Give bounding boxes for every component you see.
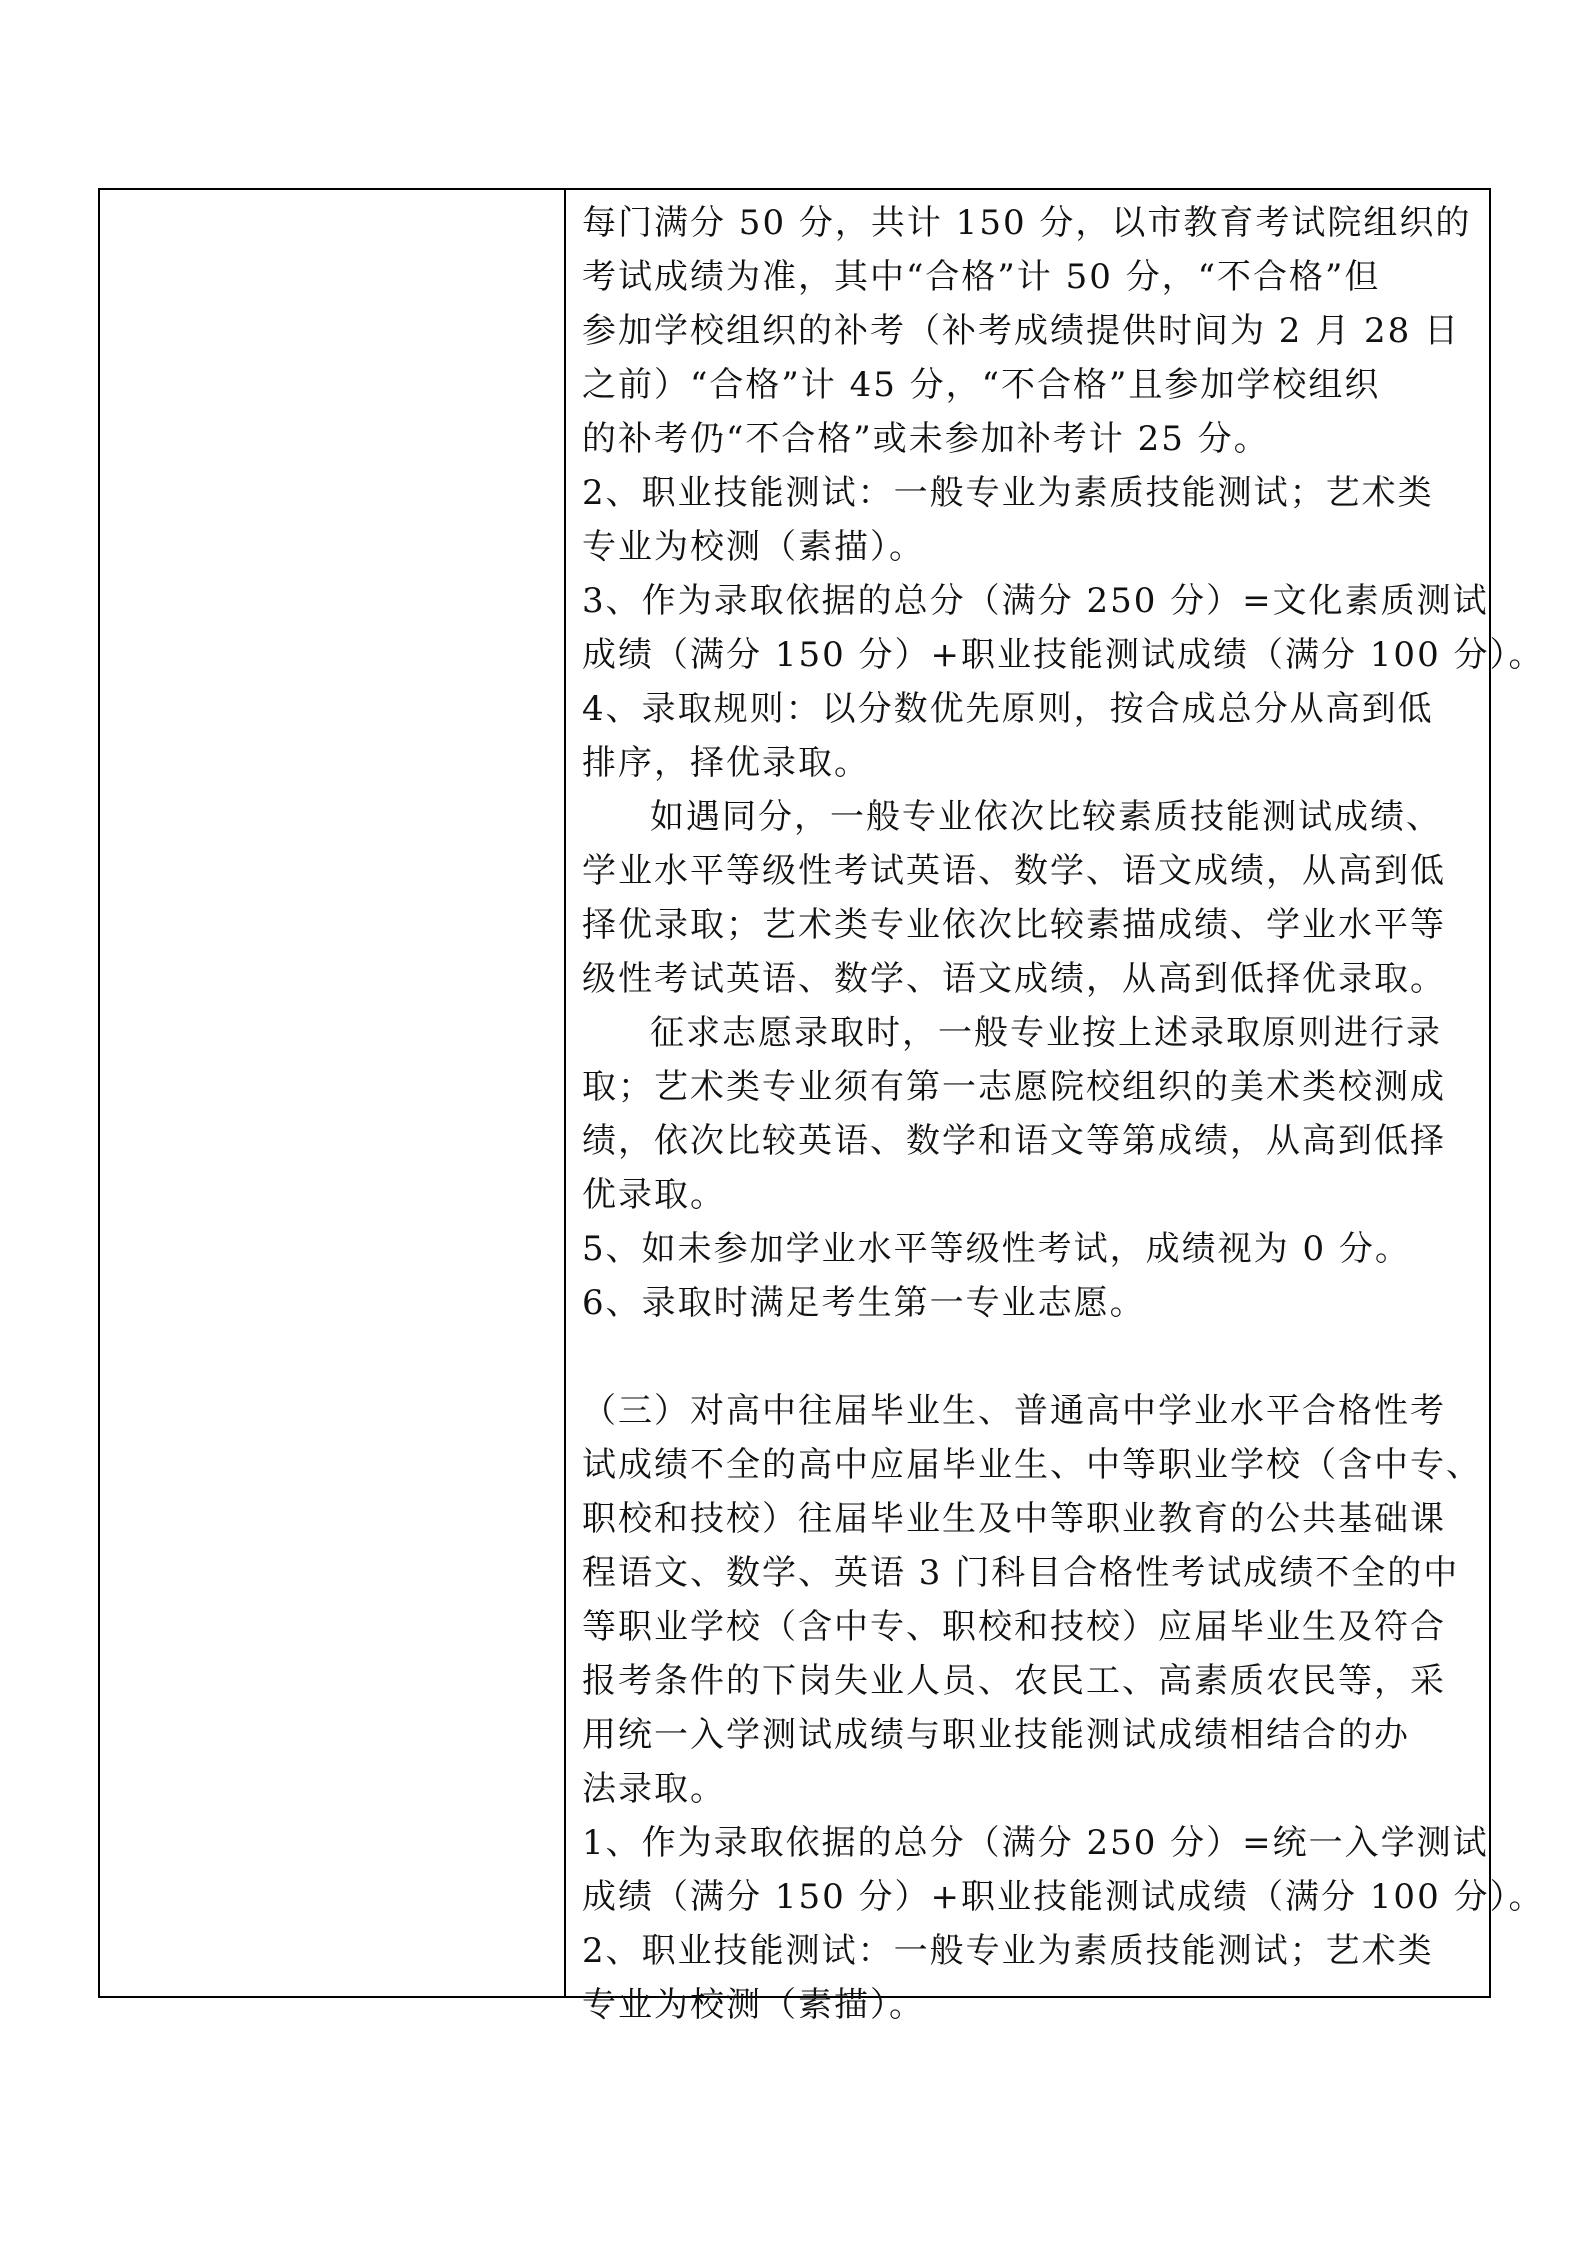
text-line: 6、录取时满足考生第一专业志愿。 [582, 1283, 1146, 1323]
text-line: 如遇同分，一般专业依次比较素质技能测试成绩、 [650, 797, 1442, 837]
text-line: 参加学校组织的补考（补考成绩提供时间为 2 月 28 日 [582, 311, 1461, 351]
text-line: 4、录取规则：以分数优先原则，按合成总分从高到低 [582, 689, 1434, 729]
text-line: 之前）“合格”计 45 分，“不合格”且参加学校组织 [582, 365, 1381, 405]
text-line: 学业水平等级性考试英语、数学、语文成绩，从高到低 [582, 851, 1446, 891]
text-line: 排序，择优录取。 [582, 743, 870, 783]
text-line: 成绩（满分 150 分）+职业技能测试成绩（满分 100 分）。 [582, 1877, 1545, 1917]
text-line: 级性考试英语、数学、语文成绩，从高到低择优录取。 [582, 959, 1446, 999]
text-line: 取；艺术类专业须有第一志愿院校组织的美术类校测成 [582, 1067, 1446, 1107]
text-line: 2、职业技能测试：一般专业为素质技能测试；艺术类 [582, 473, 1434, 513]
text-line: 1、作为录取依据的总分（满分 250 分）=统一入学测试 [582, 1823, 1489, 1863]
text-line: 绩，依次比较英语、数学和语文等第成绩，从高到低择 [582, 1121, 1446, 1161]
text-line: 程语文、数学、英语 3 门科目合格性考试成绩不全的中 [582, 1553, 1460, 1593]
text-line: 征求志愿录取时，一般专业按上述录取原则进行录 [650, 1013, 1442, 1053]
text-line: 职校和技校）往届毕业生及中等职业教育的公共基础课 [582, 1499, 1446, 1539]
text-line: 3、作为录取依据的总分（满分 250 分）=文化素质测试 [582, 581, 1489, 621]
text-line: 每门满分 50 分，共计 150 分，以市教育考试院组织的 [582, 203, 1472, 243]
text-line: 2、职业技能测试：一般专业为素质技能测试；艺术类 [582, 1931, 1434, 1971]
text-line: 报考条件的下岗失业人员、农民工、高素质农民等，采 [582, 1661, 1446, 1701]
text-line: 5、如未参加学业水平等级性考试，成绩视为 0 分。 [582, 1229, 1411, 1269]
text-line: 择优录取；艺术类专业依次比较素描成绩、学业水平等 [582, 905, 1446, 945]
text-line: 等职业学校（含中专、职校和技校）应届毕业生及符合 [582, 1607, 1446, 1647]
text-line: 试成绩不全的高中应届毕业生、中等职业学校（含中专、 [582, 1445, 1482, 1485]
text-line: 专业为校测（素描）。 [582, 527, 925, 567]
text-line: （三）对高中往届毕业生、普通高中学业水平合格性考 [582, 1391, 1446, 1431]
text-line: 专业为校测（素描）。 [582, 1985, 925, 2025]
text-line: 的补考仍“不合格”或未参加补考计 25 分。 [582, 419, 1270, 459]
left-cell [100, 190, 566, 1996]
text-line: 法录取。 [582, 1769, 726, 1809]
right-cell [570, 190, 1545, 2025]
text-line: 用统一入学测试成绩与职业技能测试成绩相结合的办 [582, 1715, 1410, 1755]
text-line: 优录取。 [582, 1175, 726, 1215]
text-line: 成绩（满分 150 分）+职业技能测试成绩（满分 100 分）。 [582, 635, 1545, 675]
content-table [98, 188, 1545, 2025]
blank-line [582, 1330, 1477, 1384]
text-line: 考试成绩为准，其中“合格”计 50 分，“不合格”但 [582, 257, 1381, 297]
